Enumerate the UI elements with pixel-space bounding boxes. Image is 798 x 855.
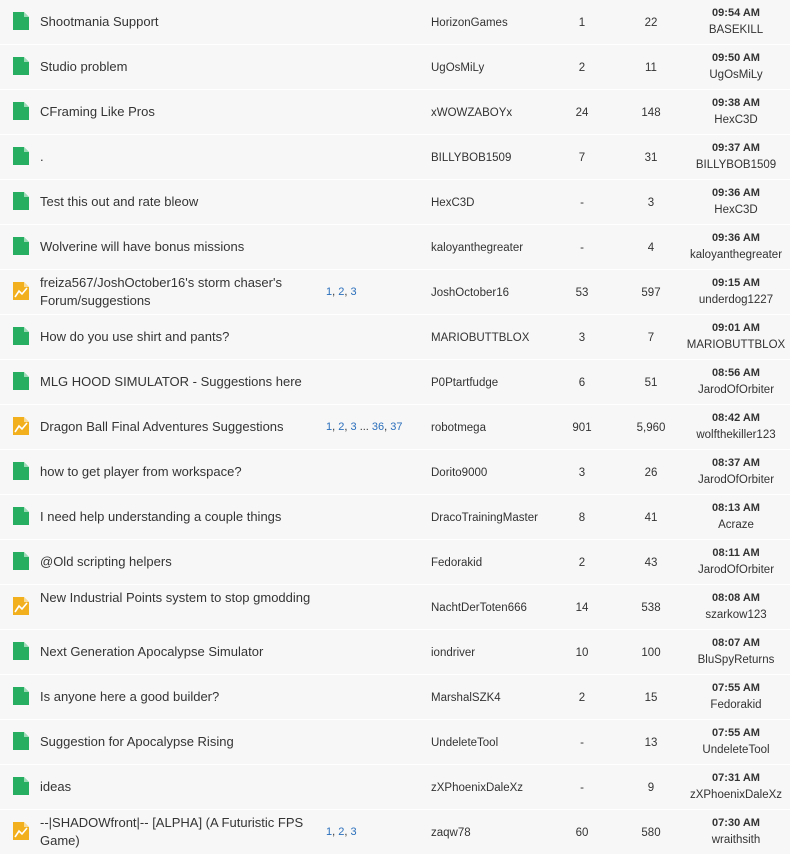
thread-author-link[interactable]: zXPhoenixDaleXz	[431, 782, 524, 794]
thread-title-link[interactable]: MLG HOOD SIMULATOR - Suggestions here	[40, 374, 302, 389]
last-post-user-link[interactable]: Fedorakid	[710, 699, 762, 711]
thread-row[interactable]	[0, 450, 790, 495]
thread-doc-icon	[13, 507, 29, 525]
thread-title-link[interactable]: Is anyone here a good builder?	[40, 689, 220, 704]
last-post	[682, 230, 790, 264]
reply-count: 2	[578, 557, 586, 569]
thread-doc-icon	[13, 777, 29, 795]
page-link[interactable]: 37	[390, 421, 403, 433]
thread-author-link[interactable]: NachtDerToten666	[431, 602, 527, 614]
thread-title-link[interactable]: .	[40, 149, 44, 164]
last-post-time[interactable]: 08:13 AM	[712, 502, 760, 514]
thread-title-link[interactable]: Next Generation Apocalypse Simulator	[40, 644, 264, 659]
view-count: 100	[641, 647, 661, 659]
reply-count: 10	[575, 647, 589, 659]
hot-thread-icon	[13, 417, 29, 435]
view-count: 51	[644, 377, 658, 389]
thread-row[interactable]	[0, 405, 790, 450]
thread-row[interactable]	[0, 585, 790, 630]
reply-count: 7	[578, 152, 586, 164]
view-count: 41	[644, 512, 658, 524]
thread-author-link[interactable]: zaqw78	[431, 827, 471, 839]
thread-author-link[interactable]: Fedorakid	[431, 557, 483, 569]
page-link[interactable]: 1	[326, 286, 333, 298]
last-post-time[interactable]: 08:37 AM	[712, 457, 760, 469]
last-post-time[interactable]: 09:38 AM	[712, 97, 760, 109]
page-link[interactable]: 1	[326, 421, 333, 433]
last-post-time[interactable]: 08:56 AM	[712, 367, 760, 379]
view-count: 580	[641, 827, 661, 839]
page-link[interactable]: 2	[338, 826, 345, 838]
thread-doc-icon	[13, 732, 29, 750]
last-post-time[interactable]: 07:31 AM	[712, 772, 760, 784]
last-post	[682, 5, 790, 39]
reply-count: 6	[578, 377, 586, 389]
view-count: 26	[644, 467, 658, 479]
page-link[interactable]: 2	[338, 286, 345, 298]
last-post-user-link[interactable]: BILLYBOB1509	[695, 159, 777, 171]
reply-count: 53	[575, 287, 589, 299]
reply-count: 2	[578, 692, 586, 704]
view-count: 31	[644, 152, 658, 164]
view-count: 43	[644, 557, 658, 569]
view-count: 3	[647, 197, 655, 209]
thread-doc-icon	[13, 372, 29, 390]
thread-title-link[interactable]: Suggestion for Apocalypse Rising	[40, 734, 234, 749]
thread-title-link[interactable]: Wolverine will have bonus missions	[40, 239, 245, 254]
thread-author-link[interactable]: MarshalSZK4	[431, 692, 501, 704]
thread-row[interactable]	[0, 540, 790, 585]
page-link[interactable]: 36	[371, 421, 385, 433]
last-post	[682, 680, 790, 714]
view-count: 7	[647, 332, 655, 344]
thread-row[interactable]	[0, 90, 790, 135]
thread-row[interactable]	[0, 765, 790, 810]
thread-doc-icon	[13, 147, 29, 165]
thread-row[interactable]	[0, 180, 790, 225]
last-post-user-link[interactable]: HexC3D	[714, 204, 758, 216]
reply-count: 24	[575, 107, 589, 119]
thread-author-link[interactable]: xWOWZABOYx	[431, 107, 513, 119]
thread-title-link[interactable]: New Industrial Points system to stop gmodding	[40, 590, 311, 605]
last-post	[682, 725, 790, 759]
thread-title-link[interactable]: --|SHADOWfront|-- [ALPHA] (A Futuristic FPS Game)	[40, 815, 304, 848]
page-link[interactable]: 3	[350, 286, 357, 298]
page-link[interactable]: 3	[350, 421, 357, 433]
reply-count: -	[580, 197, 584, 209]
last-post-user-link[interactable]: Acraze	[718, 519, 754, 531]
thread-author-link[interactable]: DracoTrainingMaster	[431, 512, 538, 524]
thread-doc-icon	[13, 12, 29, 30]
thread-title-link[interactable]: freiza567/JoshOctober16's storm chaser's Forum/suggestions	[40, 275, 282, 308]
thread-row[interactable]	[0, 0, 790, 45]
thread-title-link[interactable]: Studio problem	[40, 59, 128, 74]
page-links: 1, 2, 3	[326, 286, 357, 298]
last-post	[682, 320, 790, 354]
thread-author-link[interactable]: HexC3D	[431, 197, 475, 209]
thread-row[interactable]	[0, 810, 790, 855]
thread-doc-icon	[13, 102, 29, 120]
thread-row[interactable]	[0, 45, 790, 90]
last-post-user-link[interactable]: JarodOfOrbiter	[697, 384, 775, 396]
last-post-time[interactable]: 09:50 AM	[712, 52, 760, 64]
page-ellipsis: ...	[359, 421, 369, 433]
reply-count: 3	[578, 467, 586, 479]
page-link[interactable]: 3	[350, 826, 357, 838]
thread-doc-icon	[13, 327, 29, 345]
reply-count: 60	[575, 827, 589, 839]
last-post	[682, 500, 790, 534]
reply-count: 2	[578, 62, 586, 74]
hot-thread-icon	[13, 822, 29, 840]
view-count: 13	[644, 737, 658, 749]
last-post-time[interactable]: 09:15 AM	[712, 277, 760, 289]
reply-count: 3	[578, 332, 586, 344]
thread-row[interactable]	[0, 720, 790, 765]
reply-count: 8	[578, 512, 586, 524]
thread-author-link[interactable]: Dorito9000	[431, 467, 488, 479]
view-count: 148	[641, 107, 661, 119]
reply-count: 901	[572, 422, 592, 434]
last-post-time[interactable]: 08:08 AM	[712, 592, 760, 604]
view-count: 22	[644, 17, 658, 29]
last-post	[682, 95, 790, 129]
view-count: 4	[647, 242, 655, 254]
last-post-time[interactable]: 09:36 AM	[712, 187, 760, 199]
last-post-user-link[interactable]: UgOsMiLy	[709, 69, 763, 81]
view-count: 597	[641, 287, 661, 299]
thread-author-link[interactable]: UgOsMiLy	[431, 62, 485, 74]
thread-author-link[interactable]: P0Ptartfudge	[431, 377, 499, 389]
thread-author-link[interactable]: HorizonGames	[431, 17, 508, 29]
last-post-user-link[interactable]: wraithsith	[711, 834, 761, 846]
thread-title-link[interactable]: Dragon Ball Final Adventures Suggestions	[40, 419, 284, 434]
thread-title-link[interactable]: How do you use shirt and pants?	[40, 329, 230, 344]
thread-title-link[interactable]: CFraming Like Pros	[40, 104, 155, 119]
last-post-time[interactable]: 08:42 AM	[712, 412, 760, 424]
view-count: 9	[647, 782, 655, 794]
last-post-time[interactable]: 08:11 AM	[712, 547, 760, 559]
thread-doc-icon	[13, 642, 29, 660]
thread-doc-icon	[13, 237, 29, 255]
thread-title-link[interactable]: ideas	[40, 779, 72, 794]
last-post	[682, 50, 790, 84]
thread-author-link[interactable]: BILLYBOB1509	[431, 152, 512, 164]
last-post	[682, 275, 790, 309]
reply-count: -	[580, 242, 584, 254]
last-post-user-link[interactable]: BASEKILL	[708, 24, 764, 36]
thread-row[interactable]	[0, 675, 790, 720]
reply-count: -	[580, 737, 584, 749]
last-post	[682, 140, 790, 174]
last-post	[682, 815, 790, 849]
page-links: 1, 2, 3 ... 36, 37	[326, 421, 403, 433]
last-post-user-link[interactable]: UndeleteTool	[702, 744, 770, 756]
reply-count: 14	[575, 602, 589, 614]
thread-title-link[interactable]: I need help understanding a couple things	[40, 509, 282, 524]
last-post	[682, 410, 790, 444]
last-post	[682, 545, 790, 579]
last-post-user-link[interactable]: zXPhoenixDaleXz	[689, 789, 783, 801]
thread-doc-icon	[13, 552, 29, 570]
last-post-time[interactable]: 07:55 AM	[712, 682, 760, 694]
page-links: 1, 2, 3	[326, 826, 357, 838]
last-post-time[interactable]: 09:01 AM	[712, 322, 760, 334]
thread-doc-icon	[13, 57, 29, 75]
last-post	[682, 365, 790, 399]
view-count: 11	[645, 62, 657, 74]
thread-doc-icon	[13, 192, 29, 210]
last-post-time[interactable]: 09:54 AM	[712, 7, 760, 19]
thread-title-link[interactable]: Test this out and rate bleow	[40, 194, 199, 209]
thread-author-link[interactable]: UndeleteTool	[431, 737, 499, 749]
last-post-user-link[interactable]: BluSpyReturns	[697, 654, 775, 666]
thread-author-link[interactable]: JoshOctober16	[431, 287, 509, 299]
view-count: 538	[641, 602, 661, 614]
thread-row[interactable]	[0, 270, 790, 315]
thread-row[interactable]	[0, 225, 790, 270]
thread-author-link[interactable]: robotmega	[431, 422, 486, 434]
thread-title-link[interactable]: @Old scripting helpers	[40, 554, 172, 569]
page-link[interactable]: 1	[326, 826, 333, 838]
view-count: 5,960	[636, 422, 666, 434]
page-link[interactable]: 2	[338, 421, 345, 433]
thread-author-link[interactable]: kaloyanthegreater	[431, 242, 524, 254]
thread-row[interactable]	[0, 630, 790, 675]
last-post-time[interactable]: 09:37 AM	[712, 142, 760, 154]
last-post-time[interactable]: 08:07 AM	[712, 637, 760, 649]
hot-thread-icon	[13, 282, 29, 300]
last-post-user-link[interactable]: wolfthekiller123	[696, 429, 776, 441]
thread-row[interactable]	[0, 360, 790, 405]
hot-thread-icon	[13, 597, 29, 615]
view-count: 15	[644, 692, 658, 704]
thread-doc-icon	[13, 687, 29, 705]
thread-title-link[interactable]: how to get player from workspace?	[40, 464, 242, 479]
last-post	[682, 770, 790, 804]
last-post-user-link[interactable]: kaloyanthegreater	[689, 249, 783, 261]
last-post-time[interactable]: 07:30 AM	[712, 817, 760, 829]
reply-count: 1	[578, 17, 586, 29]
thread-row[interactable]	[0, 495, 790, 540]
last-post	[682, 455, 790, 489]
last-post-time[interactable]: 07:55 AM	[712, 727, 760, 739]
last-post-user-link[interactable]: szarkow123	[705, 609, 767, 621]
reply-count: -	[580, 782, 584, 794]
last-post	[682, 590, 790, 624]
thread-title-link[interactable]: Shootmania Support	[40, 14, 159, 29]
last-post-user-link[interactable]: JarodOfOrbiter	[697, 474, 775, 486]
last-post	[682, 185, 790, 219]
last-post	[682, 635, 790, 669]
last-post-user-link[interactable]: underdog1227	[698, 294, 774, 306]
thread-author-link[interactable]: iondriver	[431, 647, 476, 659]
thread-row[interactable]	[0, 315, 790, 360]
last-post-user-link[interactable]: JarodOfOrbiter	[697, 564, 775, 576]
last-post-time[interactable]: 09:36 AM	[712, 232, 760, 244]
thread-row[interactable]	[0, 135, 790, 180]
thread-author-link[interactable]: MARIOBUTTBLOX	[431, 332, 530, 344]
thread-doc-icon	[13, 462, 29, 480]
last-post-user-link[interactable]: MARIOBUTTBLOX	[686, 339, 786, 351]
last-post-user-link[interactable]: HexC3D	[714, 114, 758, 126]
